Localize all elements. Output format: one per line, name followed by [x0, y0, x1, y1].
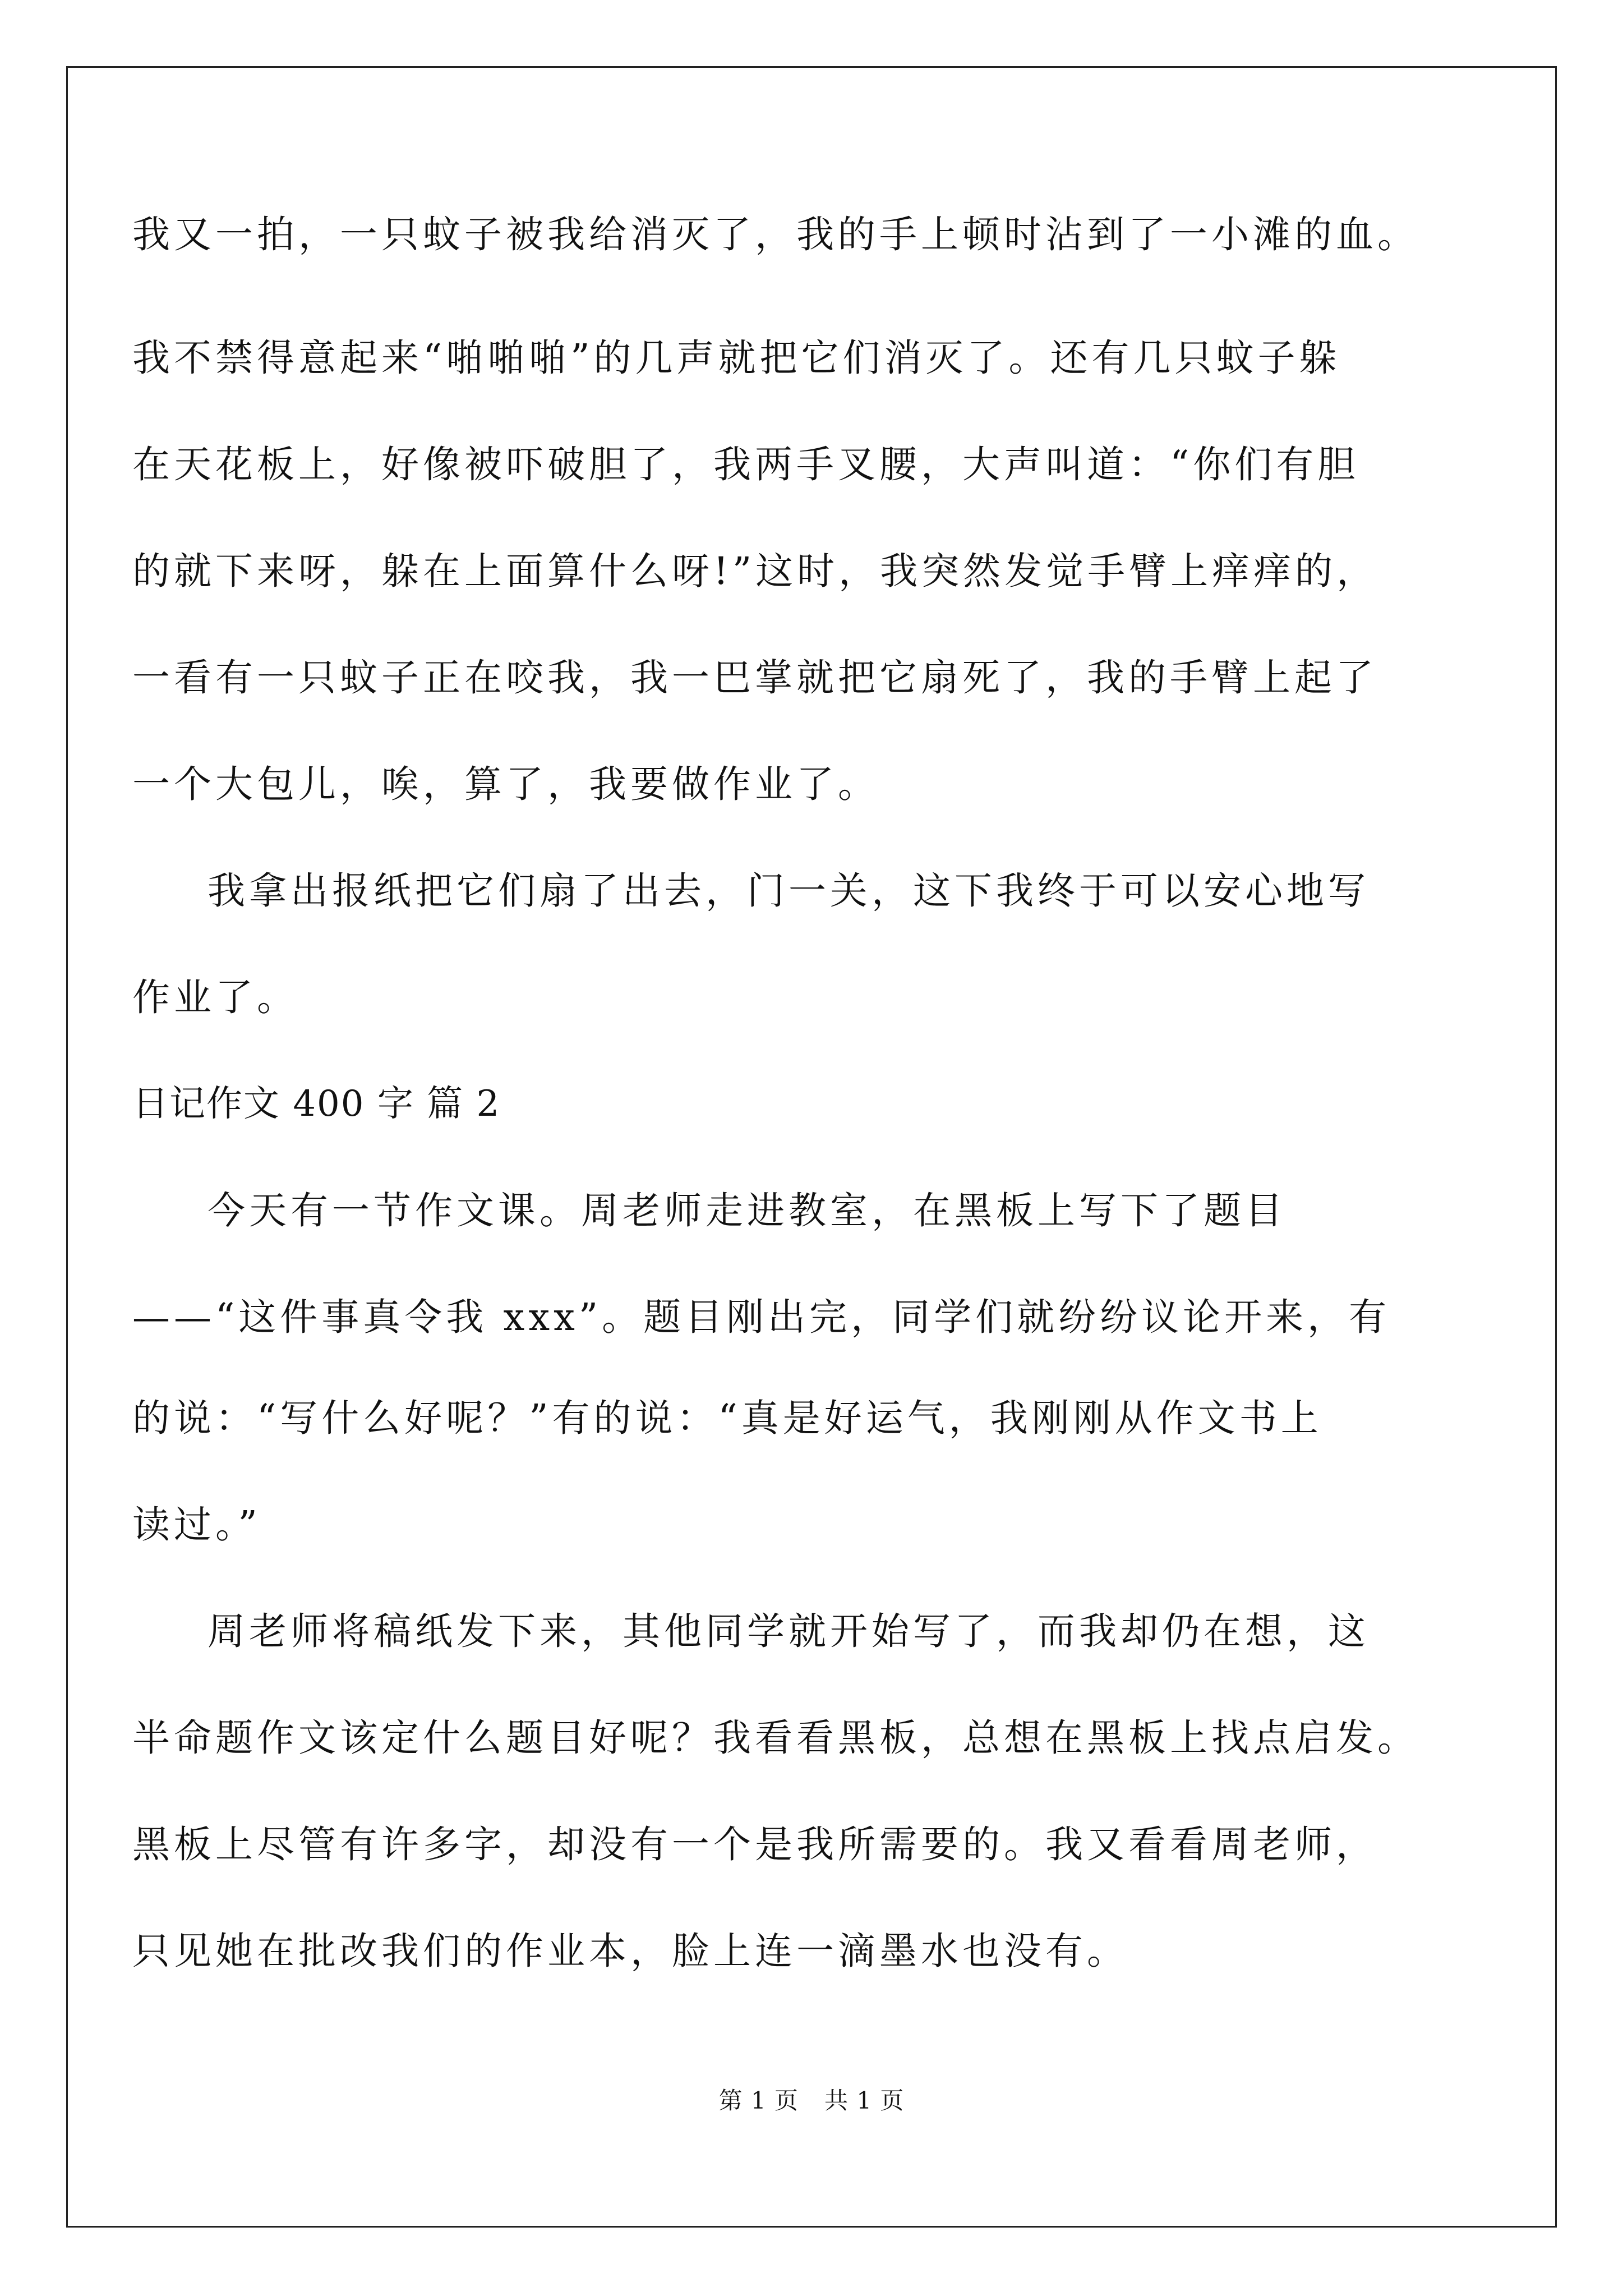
- page-border: [66, 66, 1557, 2228]
- paragraph-1-line-5: 一看有一只蚊子正在咬我，我一巴掌就把它扇死了，我的手臂上起了: [132, 656, 1377, 700]
- paragraph-3-line-1: 今天有一节作文课。周老师走进教室，在黑板上写下了题目: [208, 1189, 1287, 1232]
- paragraph-1-line-1: 我又一拍，一只蚊子被我给消灭了，我的手上顿时沾到了一小滩的血。: [132, 213, 1419, 256]
- paragraph-1-line-4: 的就下来呀，躲在上面算什么呀!”这时，我突然发觉手臂上痒痒的，: [132, 549, 1378, 593]
- section-heading: 日记作文 400 字 篇 2: [132, 1083, 501, 1125]
- paragraph-2-line-2: 作业了。: [132, 976, 298, 1019]
- paragraph-1-line-6: 一个大包儿，唉，算了，我要做作业了。: [132, 762, 879, 806]
- page-number: 第 1 页: [718, 2087, 799, 2114]
- paragraph-2-line-1: 我拿出报纸把它们扇了出去，门一关，这下我终于可以安心地写: [208, 869, 1370, 913]
- page-footer: [0, 2087, 1623, 2115]
- paragraph-4-line-4: 只见她在批改我们的作业本，脸上连一滴墨水也没有。: [132, 1929, 1128, 1973]
- paragraph-3-line-4: 读过。”: [132, 1503, 261, 1547]
- page-total: 共 1 页: [824, 2087, 905, 2114]
- paragraph-3-line-3: 的说：“写什么好呢？”有的说：“真是好运气，我刚刚从作文书上: [132, 1396, 1322, 1440]
- paragraph-3-line-2: ——“这件事真令我 xxx”。题目刚出完，同学们就纷纷议论开来，有: [132, 1295, 1391, 1339]
- paragraph-1-line-2: 我不禁得意起来“啪啪啪”的几声就把它们消灭了。还有几只蚊子躲: [132, 336, 1341, 380]
- paragraph-4-line-1: 周老师将稿纸发下来，其他同学就开始写了，而我却仍在想，这: [208, 1609, 1370, 1653]
- paragraph-4-line-3: 黑板上尽管有许多字，却没有一个是我所需要的。我又看看周老师，: [132, 1823, 1377, 1866]
- paragraph-1-line-3: 在天花板上，好像被吓破胆了，我两手叉腰，大声叫道：“你们有胆: [132, 443, 1359, 486]
- paragraph-4-line-2: 半命题作文该定什么题目好呢？我看看黑板，总想在黑板上找点启发。: [132, 1716, 1419, 1760]
